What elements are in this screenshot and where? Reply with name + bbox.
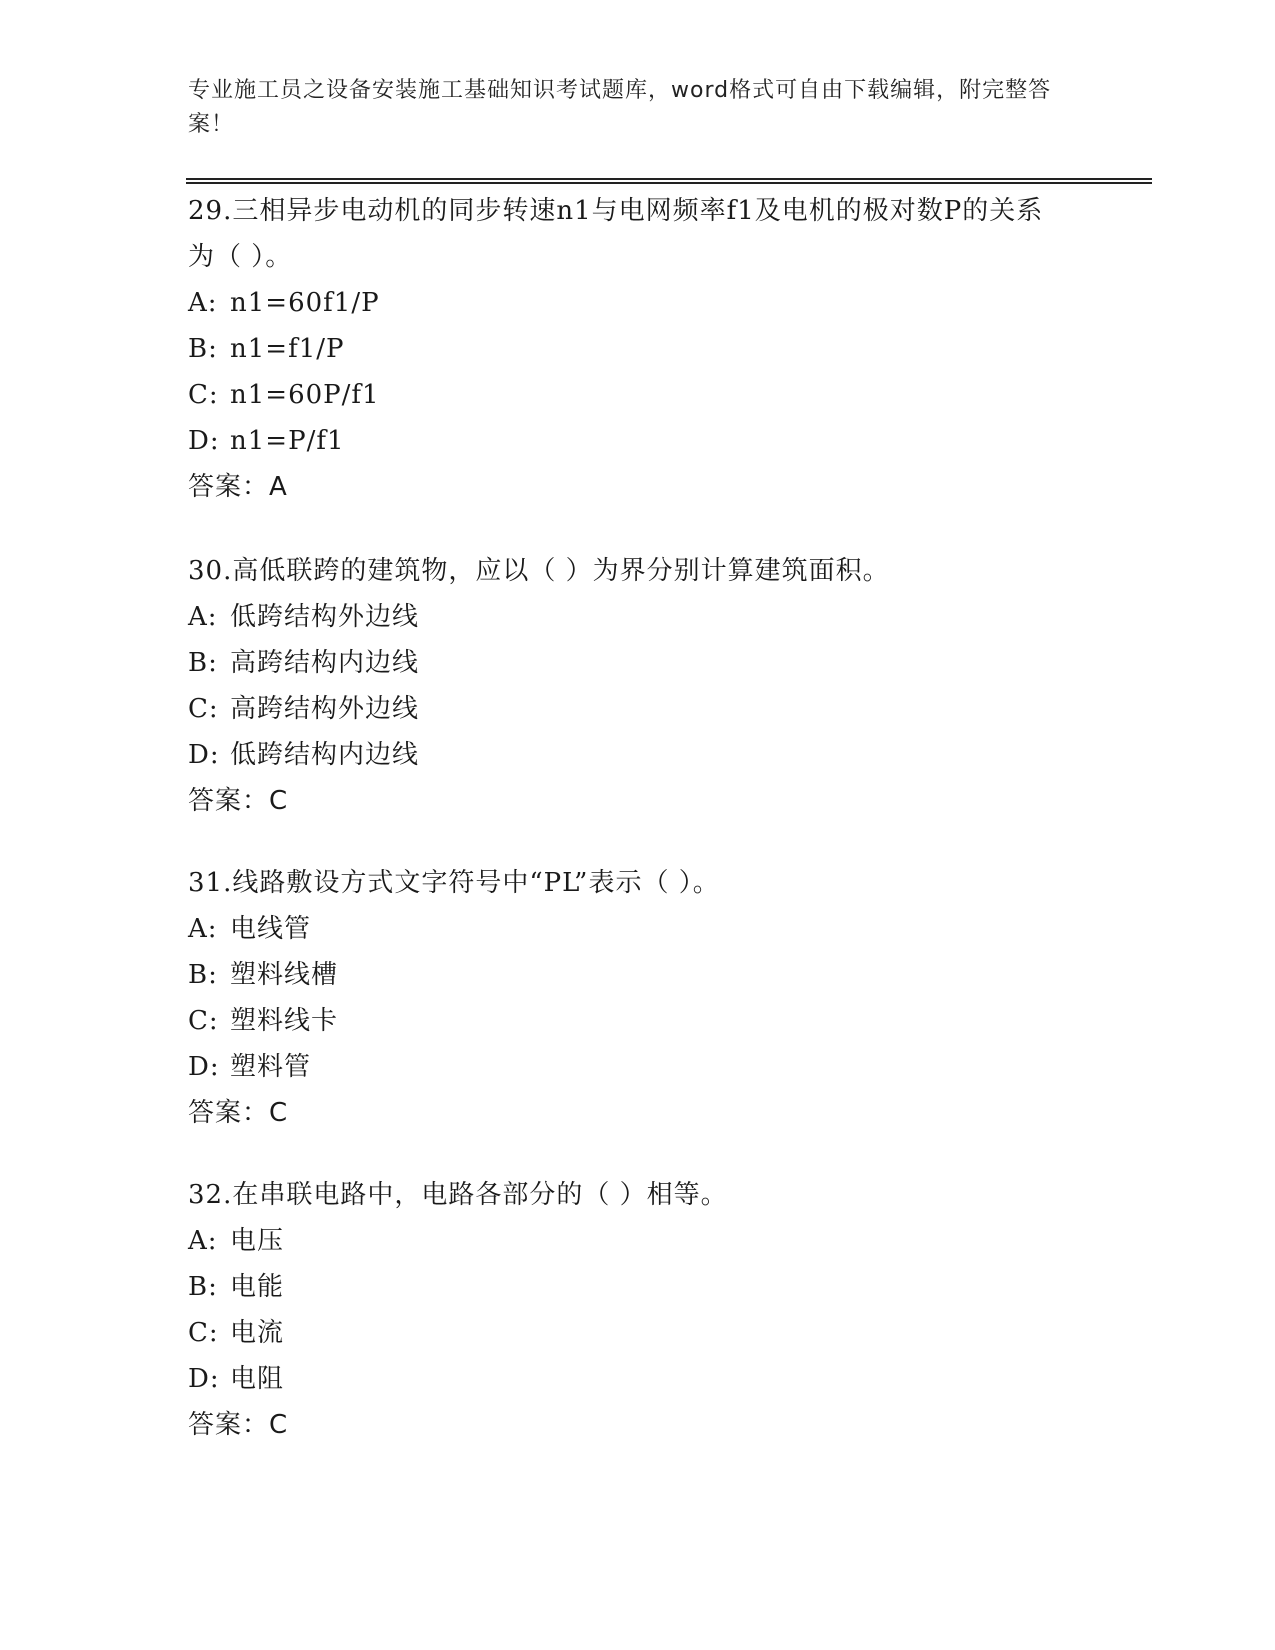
option-text: 电能 <box>230 1272 285 1302</box>
option-a <box>188 906 1088 952</box>
option-letter: C: <box>188 694 219 724</box>
option-a <box>188 280 1068 326</box>
option-text: 电流 <box>230 1318 285 1348</box>
question-stem: 32.在串联电路中，电路各部分的（ ）相等。 <box>188 1180 728 1210</box>
option-text: 电线管 <box>230 914 312 944</box>
option-letter: D: <box>188 740 220 770</box>
option-text: 电压 <box>230 1226 285 1256</box>
option-b <box>188 640 1088 686</box>
option-c <box>188 998 1088 1044</box>
answer-line: 答案：C <box>188 1098 289 1128</box>
option-c <box>188 686 1088 732</box>
option-letter: C: <box>188 1006 219 1036</box>
option-a <box>188 594 1088 640</box>
header-divider <box>186 178 1152 184</box>
option-b <box>188 1264 1088 1310</box>
question-29 <box>188 188 1068 510</box>
option-c <box>188 1310 1088 1356</box>
question-stem: 31.线路敷设方式文字符号中“PL”表示（ ）。 <box>188 868 720 898</box>
option-letter: D: <box>188 1364 220 1394</box>
option-letter: D: <box>188 426 220 456</box>
option-text: 高跨结构内边线 <box>230 648 420 678</box>
option-letter: B: <box>188 334 218 364</box>
option-letter: B: <box>188 648 218 678</box>
option-letter: D: <box>188 1052 220 1082</box>
question-32 <box>188 1172 1088 1448</box>
option-b <box>188 952 1088 998</box>
document-header: 专业施工员之设备安装施工基础知识考试题库，word格式可自由下载编辑，附完整答案！ <box>188 78 1052 137</box>
option-text: n1=P/f1 <box>230 426 345 456</box>
option-d <box>188 732 1088 778</box>
option-letter: C: <box>188 1318 219 1348</box>
option-text: n1=60P/f1 <box>230 380 380 410</box>
option-letter: A: <box>188 288 218 318</box>
answer-line: 答案：A <box>188 472 288 502</box>
answer-line: 答案：C <box>188 786 289 816</box>
option-d <box>188 418 1068 464</box>
option-a <box>188 1218 1088 1264</box>
question-30 <box>188 548 1088 824</box>
option-text: n1=60f1/P <box>230 288 380 318</box>
option-text: 塑料线槽 <box>230 960 339 990</box>
option-letter: A: <box>188 914 218 944</box>
option-d <box>188 1356 1088 1402</box>
option-text: 低跨结构外边线 <box>230 602 420 632</box>
option-text: 塑料线卡 <box>230 1006 339 1036</box>
option-text: 塑料管 <box>230 1052 312 1082</box>
option-letter: A: <box>188 602 218 632</box>
option-b <box>188 326 1068 372</box>
option-letter: C: <box>188 380 219 410</box>
answer-line: 答案：C <box>188 1410 289 1440</box>
question-stem: 29.三相异步电动机的同步转速n1与电网频率f1及电机的极对数P的关系为（ ）。 <box>188 196 1044 272</box>
option-text: 低跨结构内边线 <box>230 740 420 770</box>
option-text: n1=f1/P <box>230 334 345 364</box>
option-letter: A: <box>188 1226 218 1256</box>
option-letter: B: <box>188 960 218 990</box>
option-d <box>188 1044 1088 1090</box>
option-text: 高跨结构外边线 <box>230 694 420 724</box>
option-c <box>188 372 1068 418</box>
question-31 <box>188 860 1088 1136</box>
option-text: 电阻 <box>230 1364 285 1394</box>
option-letter: B: <box>188 1272 218 1302</box>
question-stem: 30.高低联跨的建筑物，应以（ ）为界分别计算建筑面积。 <box>188 556 890 586</box>
